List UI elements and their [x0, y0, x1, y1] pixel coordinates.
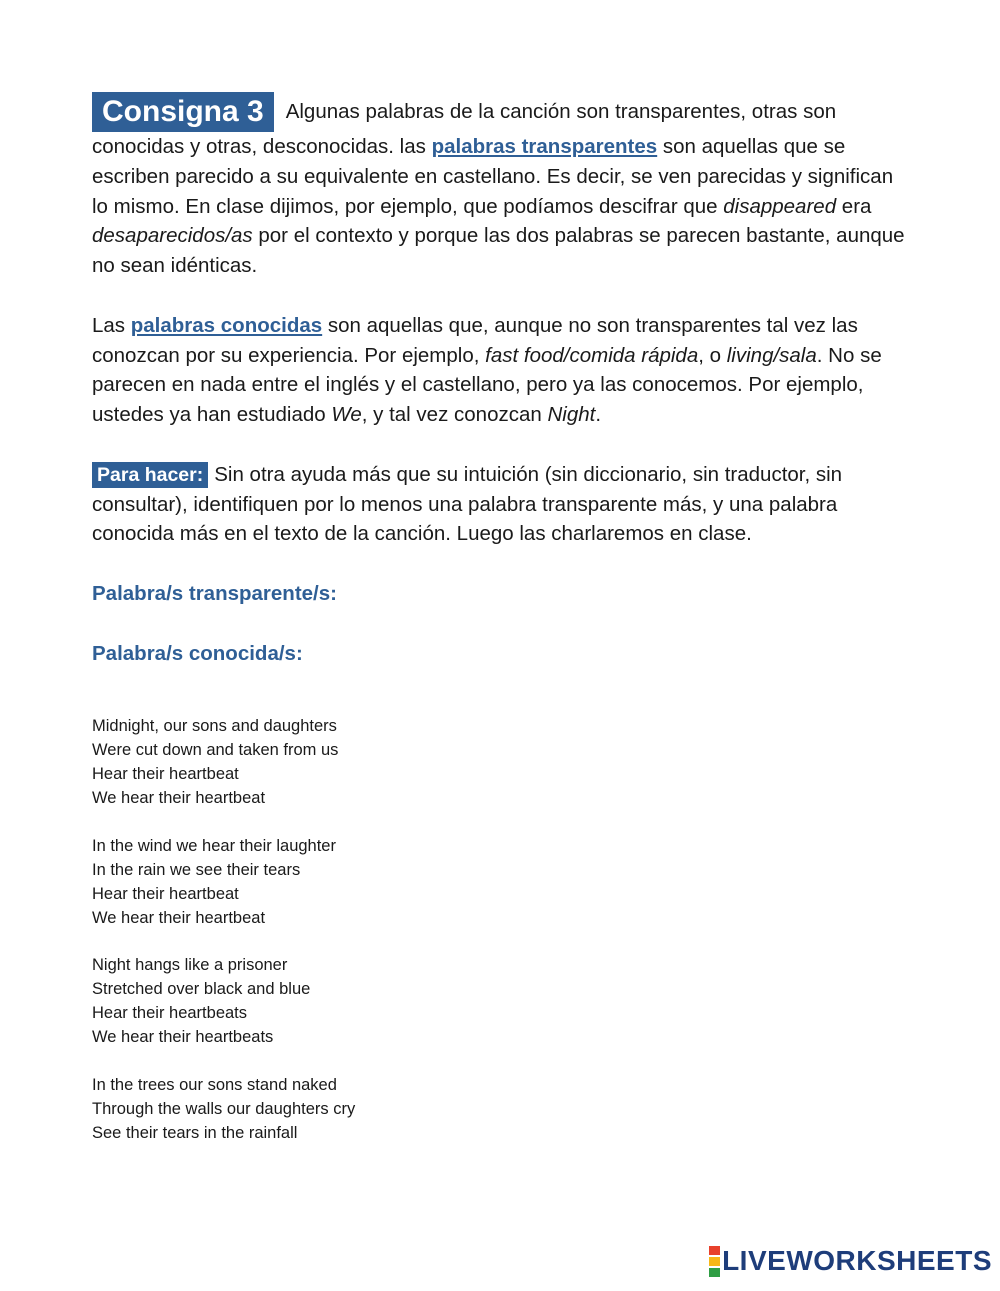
- heading-transparentes: Palabra/s transparente/s:: [92, 581, 337, 605]
- lyric-line: Hear their heartbeat: [92, 884, 239, 903]
- lyric-line: Through the walls our daughters cry: [92, 1099, 356, 1118]
- logo-text: LIVEWORKSHEETS: [722, 1245, 992, 1276]
- liveworksheets-logo: [709, 1245, 992, 1277]
- lyric-line: Stretched over black and blue: [92, 980, 311, 999]
- text-segment: , o: [698, 343, 727, 367]
- text-segment: son aquellas que, aunque no son transparentes tal vez las conozcan por su experiencia. Por ejemplo,: [92, 313, 858, 367]
- worksheet-page: [92, 92, 912, 1170]
- text-segment: Las: [92, 313, 131, 337]
- text-segment: por el contexto y porque las dos palabras se parecen bastante, aunque no sean idénticas.: [92, 224, 905, 278]
- consigna-badge: Consigna 3: [92, 92, 274, 132]
- lyrics-stanza-4: [92, 1074, 912, 1146]
- task-text: Sin otra ayuda más que su intuición (sin diccionario, sin traductor, sin consultar), identifiquen por lo menos una palabra transparente más, y una palabra conocida más en el texto de la canción. Luego las charlaremos en clase.: [92, 462, 843, 546]
- italic-term: living/sala: [726, 343, 817, 367]
- lyric-line: Midnight, our sons and daughters: [92, 717, 337, 736]
- lyric-line: Night hangs like a prisoner: [92, 956, 288, 975]
- song-lyrics: [92, 715, 912, 1145]
- italic-term: disappeared: [723, 194, 837, 218]
- lyric-line: Were cut down and taken from us: [92, 741, 339, 760]
- text-segment: , y tal vez conozcan: [361, 403, 548, 427]
- lyric-line: In the rain we see their tears: [92, 860, 301, 879]
- logo-block: [709, 1246, 720, 1255]
- text-segment: . No se parecen en nada entre el inglés y el castellano, pero ya las conocemos. Por ejemplo, ustedes ya han estudiado: [92, 343, 882, 427]
- italic-term: Night: [547, 403, 596, 427]
- italic-term: We: [331, 403, 362, 427]
- task-paragraph: [92, 460, 912, 549]
- consigna-paragraph-1: [92, 92, 912, 281]
- lyrics-stanza-2: [92, 835, 912, 931]
- lyric-line: In the wind we hear their laughter: [92, 836, 336, 855]
- consigna-paragraph-2: [92, 311, 912, 430]
- logo-blocks-icon: [709, 1245, 720, 1278]
- lyrics-stanza-1: [92, 715, 912, 811]
- palabras-conocidas-link[interactable]: palabras conocidas: [130, 313, 323, 337]
- lyric-line: We hear their heartbeats: [92, 1028, 274, 1047]
- text-segment: Algunas palabras de la canción son transparentes, otras son conocidas y otras, desconocidas. las: [92, 100, 837, 158]
- italic-term: fast food/comida rápida: [485, 343, 699, 367]
- lyrics-stanza-3: [92, 954, 912, 1050]
- lyric-line: See their tears in the rainfall: [92, 1123, 298, 1142]
- logo-block: [709, 1257, 720, 1266]
- lyric-line: Hear their heartbeats: [92, 1004, 248, 1023]
- palabras-transparentes-link[interactable]: palabras transparentes: [431, 135, 658, 158]
- text-segment: son aquellas que se escriben parecido a su equivalente en castellano. Es decir, se ven parecidas y significan lo mismo. En clase dijimos, por ejemplo, que podíamos descifrar que: [92, 135, 894, 218]
- italic-term: desaparecidos/as: [92, 224, 253, 248]
- lyric-line: We hear their heartbeat: [92, 789, 266, 808]
- text-segment: .: [595, 403, 602, 427]
- logo-block: [709, 1268, 720, 1277]
- lyric-line: In the trees our sons stand naked: [92, 1075, 337, 1094]
- lyric-line: We hear their heartbeat: [92, 908, 266, 927]
- lyric-line: Hear their heartbeat: [92, 765, 239, 784]
- heading-conocidas: Palabra/s conocida/s:: [92, 641, 303, 665]
- text-segment: era: [836, 194, 872, 218]
- para-hacer-badge: Para hacer:: [92, 462, 208, 488]
